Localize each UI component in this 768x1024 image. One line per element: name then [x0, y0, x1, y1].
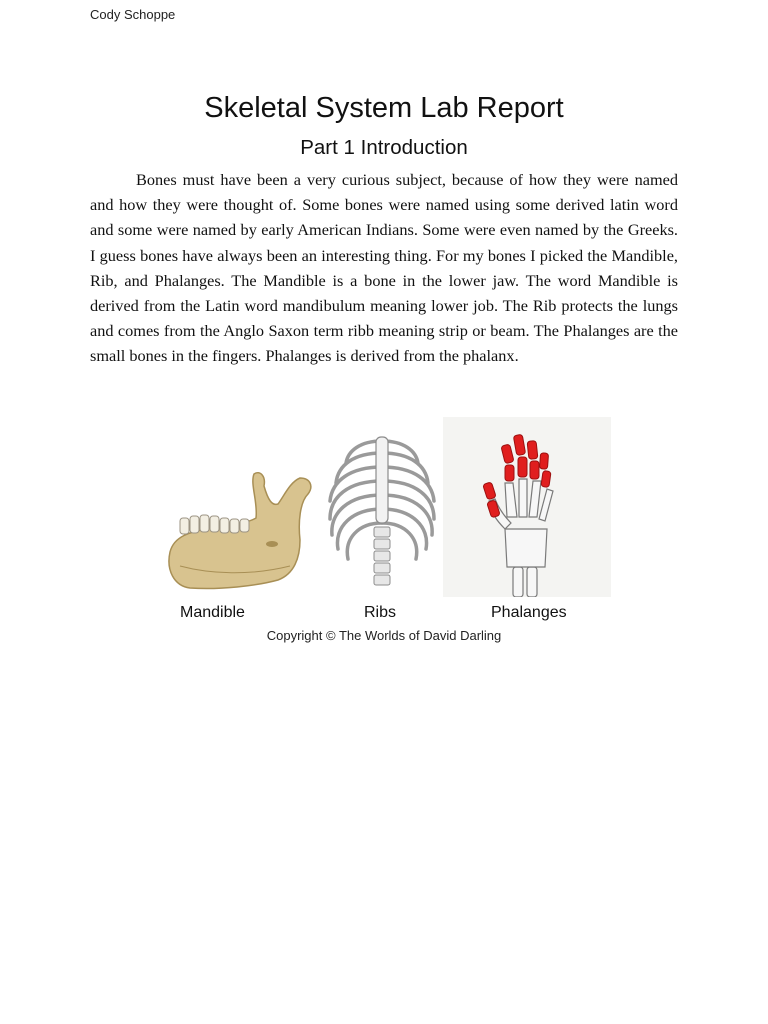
caption-ribs: Ribs [364, 604, 397, 621]
phalanges-image [443, 417, 611, 597]
caption-phalanges: Phalanges [491, 604, 567, 621]
page-title: Skeletal System Lab Report [204, 92, 564, 124]
author-name: Cody Schoppe [90, 7, 176, 22]
image-copyright: Copyright © The Worlds of David Darling [266, 628, 502, 643]
ribs-image [324, 427, 440, 597]
mandible-image [160, 466, 320, 594]
caption-mandible: Mandible [180, 604, 245, 621]
intro-paragraph: Bones must have been a very curious subject, because of how they were named and how they were thought of. Some bones were named using some derived latin word and some were named by early American Indians. Some were even named by the Greeks. I guess bones have always been an interesting thing. For my bones I picked the Mandible, Rib, and Phalanges. The Mandible is a bone in the lower jaw. The word Mandible is derived from the Latin word mandibulum meaning lower job. The Rib protects the lungs and comes from the Anglo Saxon term ribb meaning strip or beam. The Phalanges are the small bones in the fingers. Phalanges is derived from the phalanx. [90, 170, 678, 366]
section-title: Part 1 Introduction [300, 136, 468, 159]
